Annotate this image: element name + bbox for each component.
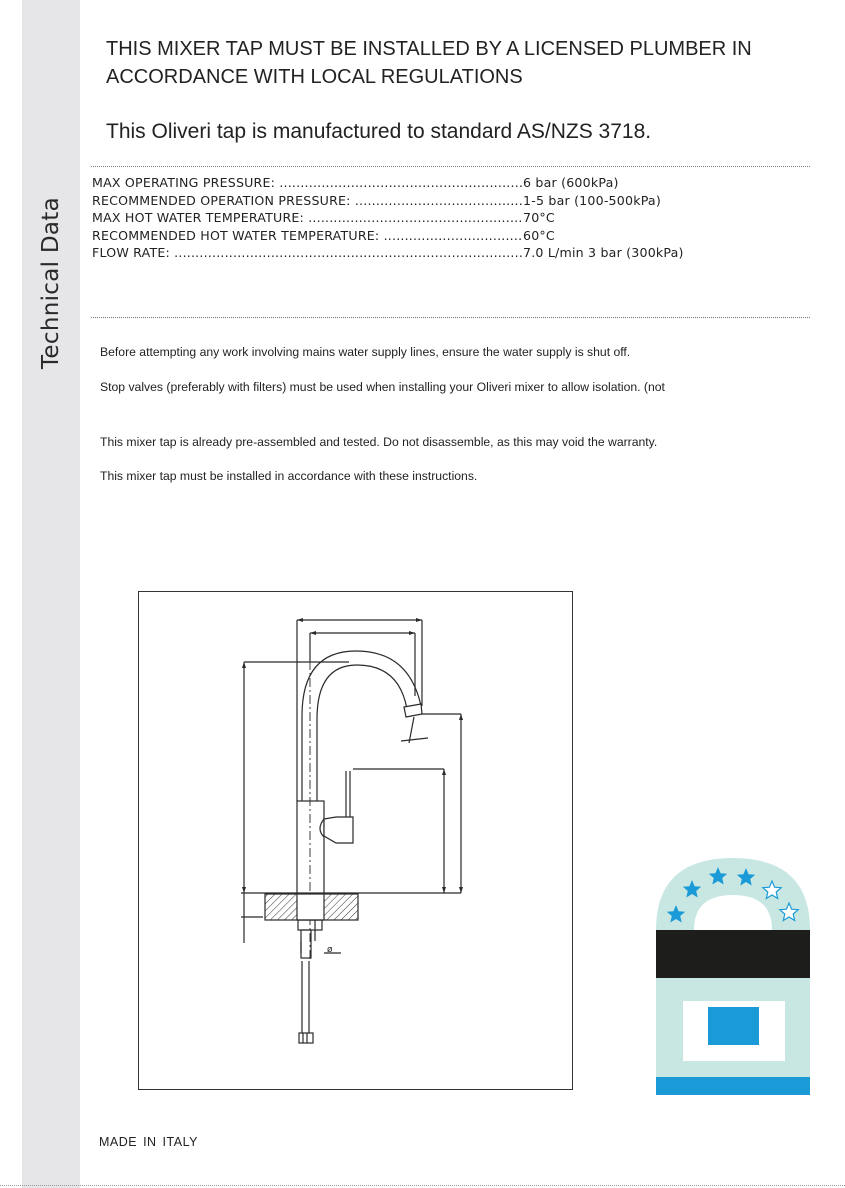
bottom-border (0, 1185, 845, 1186)
instruction-line: Stop valves (preferably with filters) must be used when installing your Oliveri mixer to allow isolation. (not (100, 380, 665, 394)
spout-inner (317, 665, 407, 801)
instruction-line: Before attempting any work involving mains water supply lines, ensure the water supply is shut off. (100, 345, 631, 359)
spec-row (92, 192, 684, 210)
instruction-line: This mixer tap is already pre-assembled and tested. Do not disassemble, as this may void the warranty. (100, 435, 658, 449)
rating-band (656, 930, 810, 978)
installation-notice (106, 35, 806, 91)
handle-lever (324, 817, 353, 843)
spec-row (92, 174, 684, 192)
instruction-line: This mixer tap must be installed in accordance with these instructions. (100, 469, 478, 483)
diameter-symbol: ø (327, 945, 333, 955)
dimension-arrows (242, 618, 463, 893)
spec-label: MAX HOT WATER TEMPERATURE: ..... (92, 209, 523, 227)
spec-label: MAX OPERATING PRESSURE: ..... (92, 174, 523, 192)
tap-body (297, 801, 324, 893)
divider (91, 166, 810, 167)
sidebar-band (22, 0, 80, 1188)
spec-label: RECOMMENDED HOT WATER TEMPERATURE: ..... (92, 227, 523, 245)
spec-value: 60°C (523, 227, 555, 243)
consumption-box (708, 1007, 759, 1045)
wels-rating-label (656, 858, 810, 1095)
spec-label: RECOMMENDED OPERATION PRESSURE: ..... (92, 192, 523, 210)
standard-statement: This Oliveri tap is manufactured to standard AS/NZS 3718. (106, 120, 652, 143)
mounting-stud (301, 930, 311, 958)
country-of-origin: MADE IN ITALY (99, 1135, 198, 1149)
spout-outer (302, 651, 421, 801)
tap-dimension-diagram (138, 591, 573, 1090)
spec-list (92, 174, 684, 262)
hose-connector (299, 1033, 313, 1043)
spec-value: 70°C (523, 210, 555, 225)
spec-label: FLOW RATE: ..... (92, 244, 523, 262)
spec-row (92, 209, 684, 227)
spec-value: 6 bar (600kPa) (523, 175, 619, 190)
spec-value: 7.0 L/min 3 bar (300kPa) (523, 245, 684, 260)
notice-line-1: THIS MIXER TAP MUST BE INSTALLED BY A LICENSED PLUMBER IN (106, 38, 752, 60)
divider (91, 317, 810, 318)
sidebar-title: Technical Data (38, 196, 64, 370)
spec-row (92, 244, 684, 262)
spec-row (92, 227, 684, 245)
spec-value: 1-5 bar (100-500kPa) (523, 192, 661, 208)
tap-drawing (139, 592, 571, 1088)
notice-line-2: ACCORDANCE WITH LOCAL REGULATIONS (106, 66, 523, 88)
